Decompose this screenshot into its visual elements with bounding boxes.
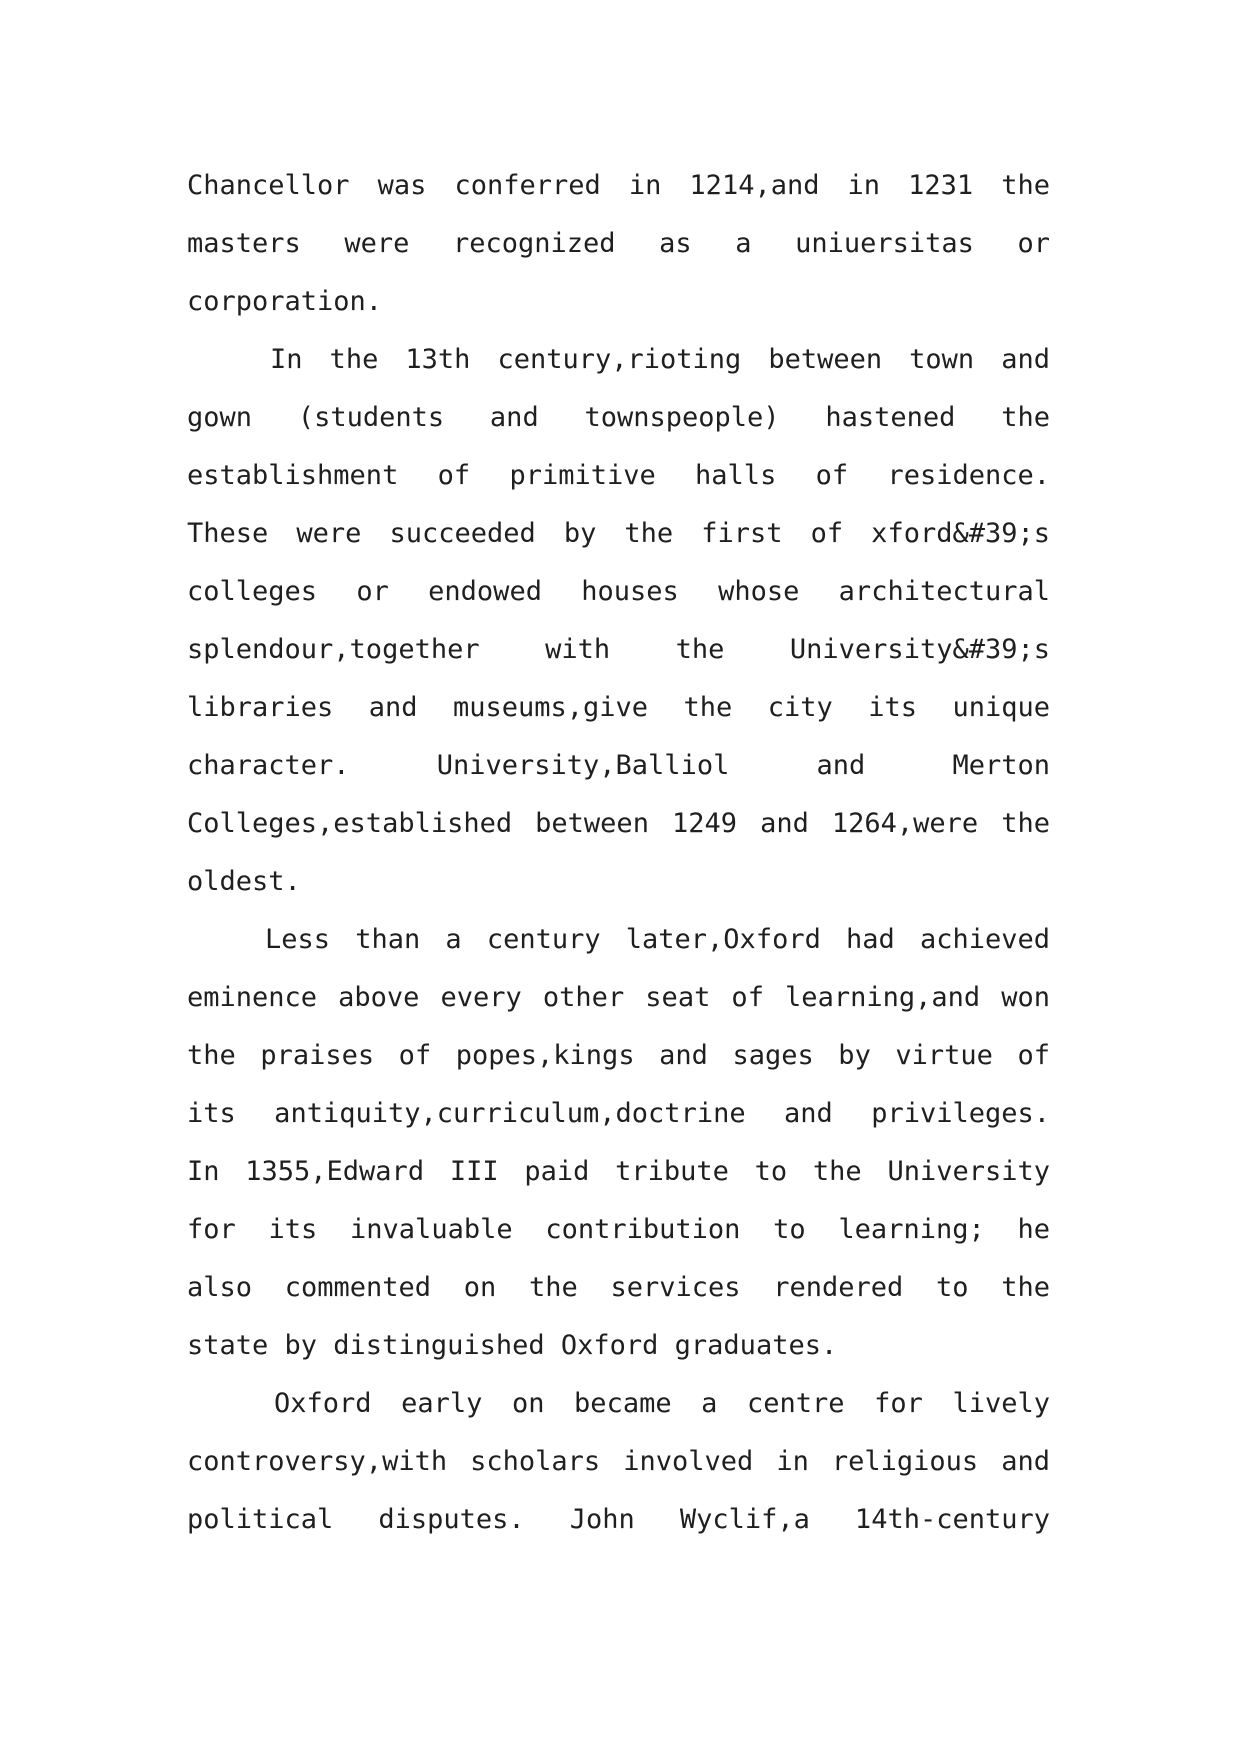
- text-line: masters were recognized as a uniuersitas or: [187, 228, 1050, 259]
- text-line: Colleges,established between 1249 and 1264,were the: [187, 808, 1050, 839]
- text-line: eminence above every other seat of learning,and won: [187, 982, 1050, 1013]
- text-line: These were succeeded by the first of xford&#39;s: [187, 518, 1050, 549]
- text-line: controversy,with scholars involved in religious and: [187, 1446, 1050, 1477]
- text-line: colleges or endowed houses whose architectural: [187, 576, 1050, 607]
- text-line: also commented on the services rendered to the: [187, 1272, 1050, 1303]
- text-line: character. University,Balliol and Merton: [187, 750, 1050, 781]
- text-line: Chancellor was conferred in 1214,and in 1231 the: [187, 170, 1050, 201]
- text-line: Less than a century later,Oxford had achieved: [265, 924, 1050, 955]
- text-line: gown (students and townspeople) hastened the: [187, 402, 1050, 433]
- text-line: corporation.: [187, 286, 383, 317]
- text-line: Oxford early on became a centre for lively: [274, 1388, 1050, 1419]
- text-line: In 1355,Edward III paid tribute to the University: [187, 1156, 1050, 1187]
- text-line: In the 13th century,rioting between town and: [270, 344, 1050, 375]
- text-line: political disputes. John Wyclif,a 14th-century: [187, 1504, 1050, 1535]
- text-line: establishment of primitive halls of residence.: [187, 460, 1050, 491]
- text-line: state by distinguished Oxford graduates.: [187, 1330, 838, 1361]
- text-line: oldest.: [187, 866, 301, 897]
- text-line: libraries and museums,give the city its unique: [187, 692, 1050, 723]
- text-line: its antiquity,curriculum,doctrine and privileges.: [187, 1098, 1050, 1129]
- text-line: for its invaluable contribution to learning; he: [187, 1214, 1050, 1245]
- text-line: the praises of popes,kings and sages by virtue of: [187, 1040, 1050, 1071]
- text-line: splendour,together with the University&#39;s: [187, 634, 1050, 665]
- body-text: [187, 157, 1050, 1549]
